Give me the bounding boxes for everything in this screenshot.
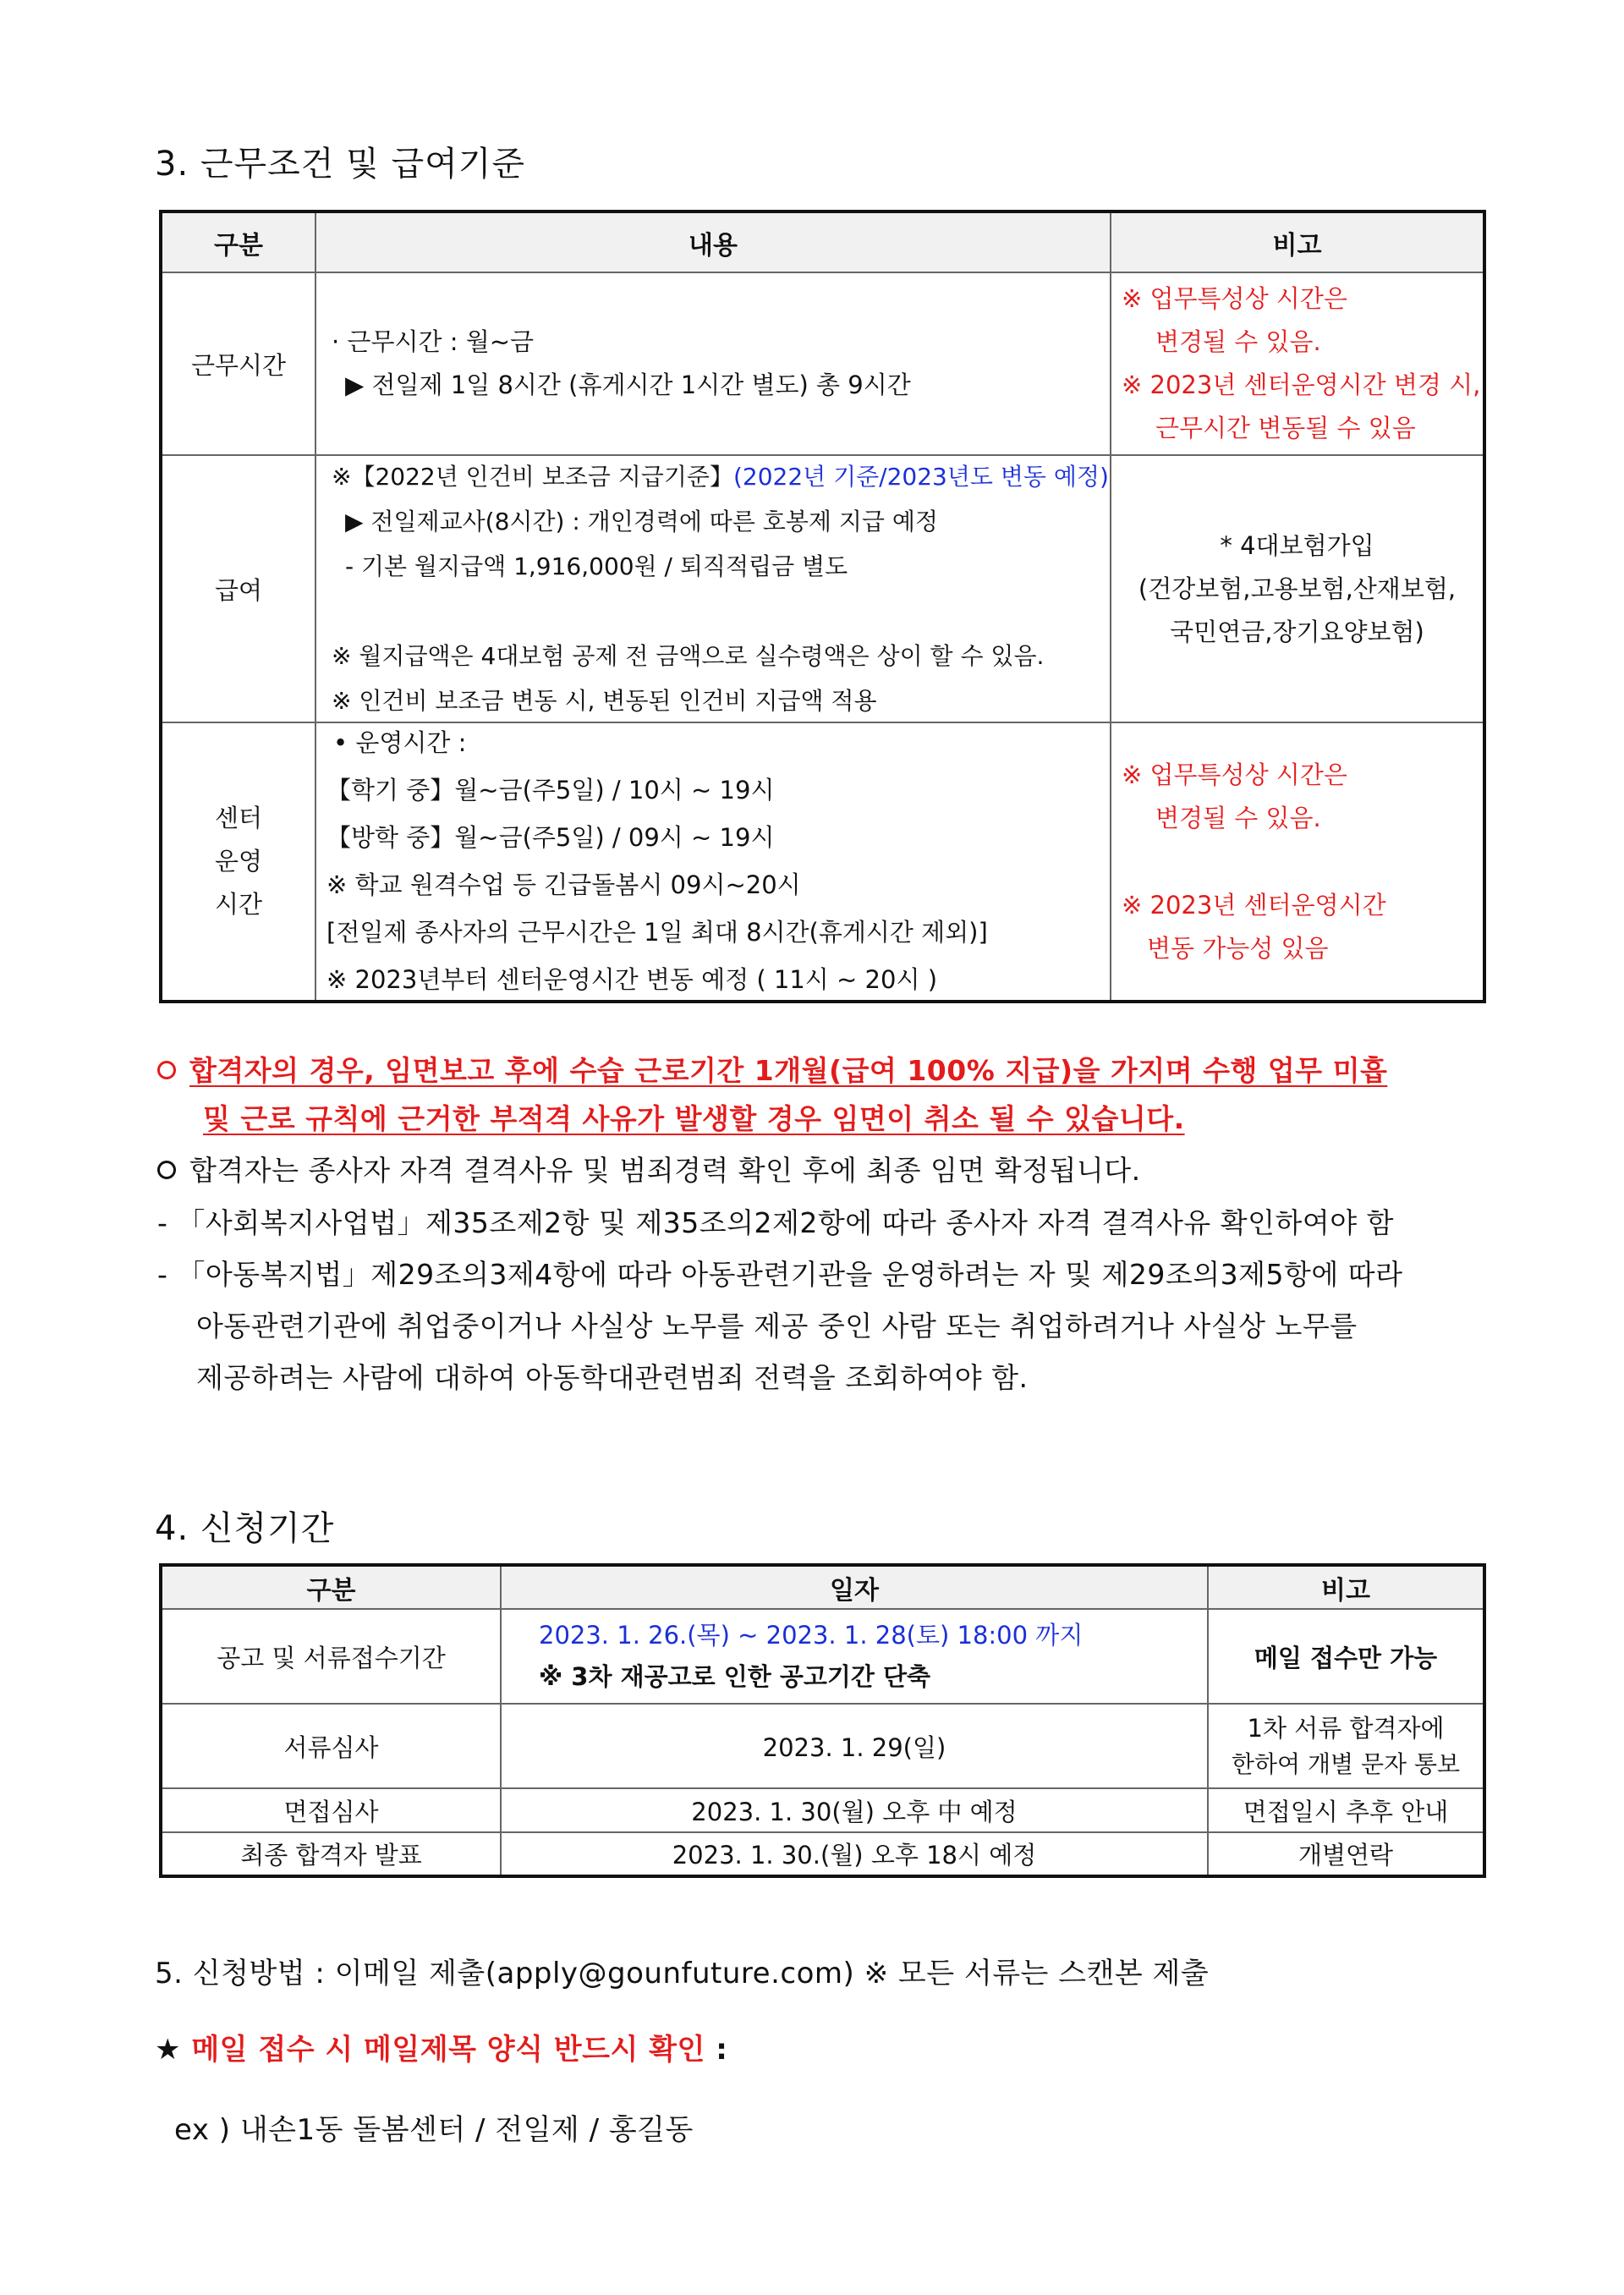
row-category: 서류심사 [161,1704,501,1788]
row-content [315,722,1111,1002]
table-row [161,1704,1484,1788]
header-category: 구분 [161,211,315,272]
table-row-center-hours [161,722,1484,1002]
table-row [161,1788,1484,1832]
law-line-1: - 「사회복지사업법」제35조제2항 및 제35조의2제2항에 따라 종사자 자격 결격사유 확인하여야 함 [157,1206,1395,1239]
header-category: 구분 [161,1565,501,1609]
row-date: 2023. 1. 30(월) 오후 中 예정 [501,1788,1208,1832]
remark-line: (건강보험,고용보험,산재보험, [1138,574,1457,603]
remark-line: ※ 2023년 센터운영시간 변경 시, [1122,371,1481,399]
remark-line: ※ 2023년 센터운영시간 [1122,890,1386,920]
header-date: 일자 [501,1565,1208,1609]
row-category [161,722,315,1002]
remark-line: 변경될 수 있음. [1155,327,1321,356]
row-date: 2023. 1. 29(일) [501,1704,1208,1788]
salary-standard-label: ※【2022년 인건비 보조금 지급기준】 [332,462,733,491]
remark-line: 근무시간 변동될 수 있음 [1155,414,1416,442]
content-line: - 기본 월지급액 1,916,000원 / 퇴직적립금 별도 [345,552,848,580]
header-remarks: 비고 [1111,211,1484,272]
table-header-row [161,211,1484,272]
row-remarks [1111,455,1484,722]
row-remarks [1111,722,1484,1002]
mail-notice-colon: : [705,2033,728,2067]
row-remark: 메일 접수만 가능 [1208,1609,1484,1704]
category-line: 운영 [214,847,263,876]
section3-title: 3. 근무조건 및 급여기준 [155,145,526,184]
row-remarks [1111,272,1484,455]
content-line: 【방학 중】월~금(주5일) / 09시 ~ 19시 [326,823,775,852]
row-date [501,1609,1208,1704]
mail-title-example: ex ) 내손1동 돌봄센터 / 전일제 / 홍길동 [174,2113,694,2147]
header-remarks: 비고 [1208,1565,1484,1609]
row-date: 2023. 1. 30.(월) 오후 18시 예정 [501,1832,1208,1876]
content-line: ※ 2023년부터 센터운영시간 변동 예정 ( 11시 ~ 20시 ) [326,965,938,994]
application-period-table [159,1563,1486,1878]
content-line: ▶ 전일제교사(8시간) : 개인경력에 따른 호봉제 지급 예정 [345,507,938,535]
table-row-salary [161,455,1484,722]
section4-title: 4. 신청기간 [155,1509,335,1548]
content-line: · 근무시간 : 월~금 [332,327,535,356]
remark-line: 변동 가능성 있음 [1147,933,1329,963]
content-line: ※ 학교 원격수업 등 긴급돌봄시 09시~20시 [326,870,801,899]
content-line: [전일제 종사자의 근무시간은 1일 최대 8시간(휴게시간 제외)] [326,918,988,947]
remark-line: 변경될 수 있음. [1155,803,1321,832]
row-category: 근무시간 [161,272,315,455]
star-icon: ★ [155,2033,181,2067]
circle-bullet-icon [157,1161,176,1179]
table-row [161,1609,1484,1704]
row-remark: 개별연락 [1208,1832,1484,1876]
table-row [161,1832,1484,1876]
table-header-row [161,1565,1484,1609]
remark-line: * 4대보험가입 [1220,530,1374,560]
remark-line: ※ 업무특성상 시간은 [1122,284,1347,313]
row-content [315,272,1111,455]
content-line: ▶ 전일제 1일 8시간 (휴게시간 1시간 별도) 총 9시간 [345,371,911,399]
confirm-text: 합격자는 종사자 자격 결격사유 및 범죄경력 확인 후에 최종 임면 확정됩니다. [189,1154,1141,1187]
remark-line: 국민연금,장기요양보험) [1170,617,1424,646]
remark-line: 한하여 개별 문자 통보 [1231,1749,1461,1778]
content-line [332,462,1109,491]
table-row-work-hours [161,272,1484,455]
header-content: 내용 [315,211,1111,272]
content-line: ※ 월지급액은 4대보험 공제 전 금액으로 실수령액은 상이 할 수 있음. [332,641,1045,670]
work-conditions-table [159,210,1486,1003]
row-category: 급여 [161,455,315,722]
warning-text-1: 합격자의 경우, 임면보고 후에 수습 근로기간 1개월(급여 100% 지급)을 가지며 수행 업무 미흡 [189,1054,1388,1087]
content-line: ※ 인건비 보조금 변동 시, 변동된 인건비 지급액 적용 [332,686,877,715]
row-content [315,455,1111,722]
content-line: 【학기 중】월~금(주5일) / 10시 ~ 19시 [326,776,775,804]
row-category: 면접심사 [161,1788,501,1832]
row-category: 공고 및 서류접수기간 [161,1609,501,1704]
row-remark: 면접일시 추후 안내 [1208,1788,1484,1832]
warning-line-1 [157,1049,1387,1089]
category-line: 시간 [214,890,263,919]
circle-bullet-icon [157,1061,176,1079]
mail-notice-line [155,2026,727,2067]
law-line-4: 제공하려는 사람에 대하여 아동학대관련범죄 전력을 조회하여야 함. [196,1361,1029,1394]
content-line: • 운영시간 : [333,728,467,757]
law-line-2: - 「아동복지법」제29조의3제4항에 따라 아동관련기관을 운영하려는 자 및 제29조의3제5항에 따라 [157,1258,1403,1291]
warning-line-2: 및 근로 규칙에 근거한 부적격 사유가 발생할 경우 임면이 취소 될 수 있습니다. [203,1102,1185,1135]
remark-line: ※ 업무특성상 시간은 [1122,760,1347,789]
date-note: ※ 3차 재공고로 인한 공고기간 단축 [539,1662,931,1691]
application-method: 5. 신청방법 : 이메일 제출(apply@gounfuture.com) ※ 모든 서류는 스캔본 제출 [155,1957,1210,1990]
confirm-line [157,1149,1141,1189]
salary-standard-note: (2022년 기준/2023년도 변동 예정) [732,462,1109,491]
row-category: 최종 합격자 발표 [161,1832,501,1876]
remark-line: 1차 서류 합격자에 [1247,1713,1445,1743]
category-line: 센터 [214,804,263,832]
mail-notice-text: 메일 접수 시 메일제목 양식 반드시 확인 [191,2033,705,2067]
date-range: 2023. 1. 26.(목) ~ 2023. 1. 28(토) 18:00 까지 [539,1621,1084,1650]
law-line-3: 아동관련기관에 취업중이거나 사실상 노무를 제공 중인 사람 또는 취업하려거나 사실상 노무를 [196,1309,1358,1342]
row-remark [1208,1704,1484,1788]
